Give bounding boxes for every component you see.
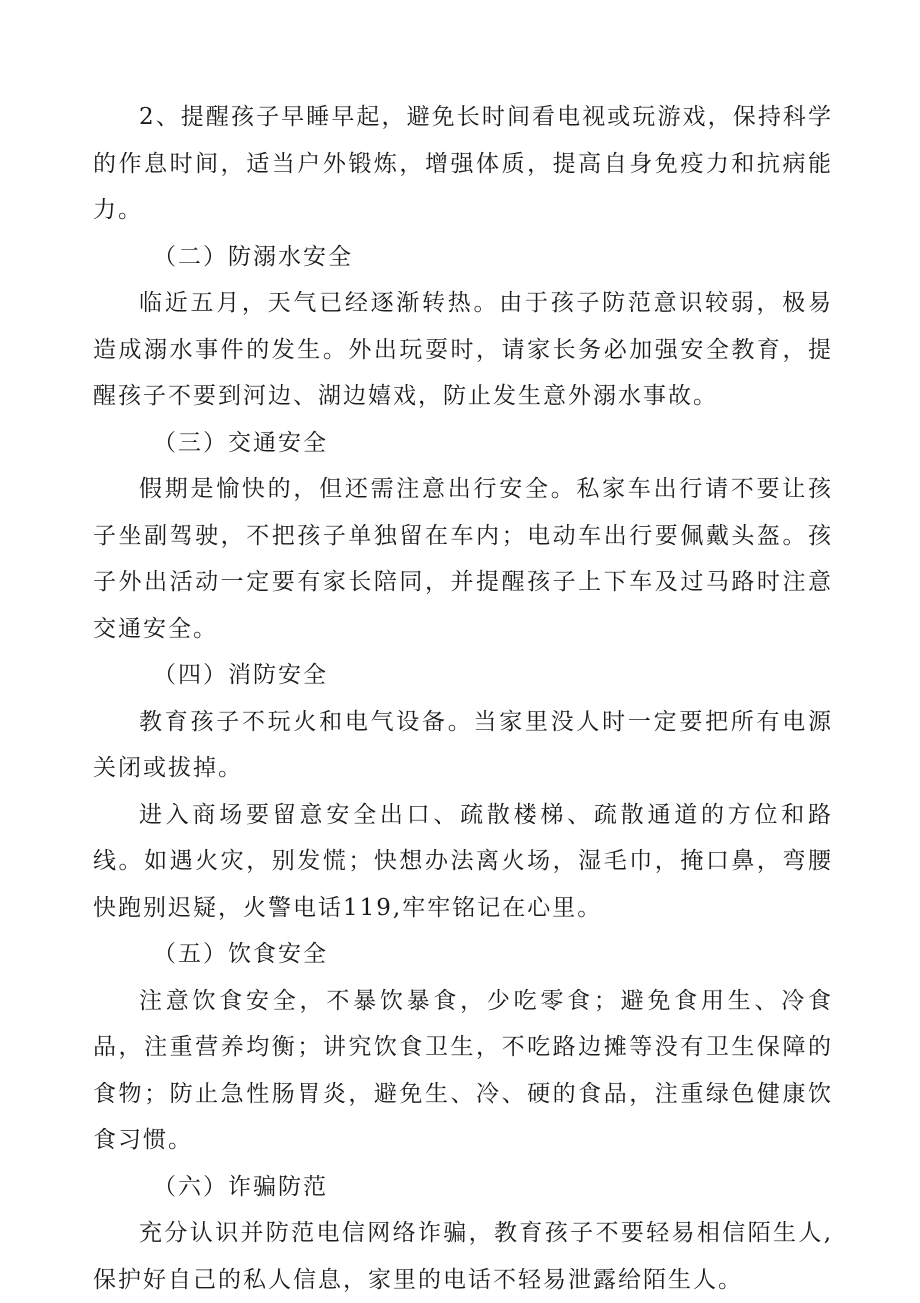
paragraph-fire-safety-1: 教育孩子不玩火和电气设备。当家里没人时一定要把所有电源关闭或拔掉。 <box>93 708 833 781</box>
paragraph-traffic-safety: 假期是愉快的，但还需注意出行安全。私家车出行请不要让孩子坐副驾驶，不把孩子单独留在车内；电动车出行要佩戴头盔。孩子外出活动一定要有家长陪同，并提醒孩子上下车及过马路时注意交通安全。 <box>93 476 833 642</box>
paragraph-sleep-schedule: 2、提醒孩子早睡早起，避免长时间看电视或玩游戏，保持科学的作息时间，适当户外锻炼，增强体质，提高自身免疫力和抗病能力。 <box>93 104 833 223</box>
heading-food-safety: （五）饮食安全 <box>153 941 328 967</box>
heading-drowning-safety: （二）防溺水安全 <box>153 243 353 270</box>
heading-fire-safety: （四）消防安全 <box>153 662 328 688</box>
paragraph-food-safety: 注意饮食安全，不暴饮暴食，少吃零食；避免食用生、冷食品，注重营养均衡；讲究饮食卫生，不吃路边摊等没有卫生保障的食物；防止急性肠胃炎，避免生、冷、硬的食品，注重绿色健康饮食习惯。 <box>93 987 833 1153</box>
heading-fraud-prevention: （六）诈骗防范 <box>153 1173 328 1200</box>
document-body <box>93 94 833 1303</box>
heading-traffic-safety: （三）交通安全 <box>153 429 328 456</box>
paragraph-fire-safety-2: 进入商场要留意安全出口、疏散楼梯、疏散通道的方位和路线。如遇火灾，别发慌；快想办法离火场，湿毛巾，掩口鼻，弯腰快跑别迟疑，火警电话119,牢牢铭记在心里。 <box>93 801 833 921</box>
paragraph-drowning-safety: 临近五月，天气已经逐渐转热。由于孩子防范意识较弱，极易造成溺水事件的发生。外出玩耍时，请家长务必加强安全教育，提醒孩子不要到河边、湖边嬉戏，防止发生意外溺水事故。 <box>93 290 833 409</box>
paragraph-fraud-prevention: 充分认识并防范电信网络诈骗，教育孩子不要轻易相信陌生人,保护好自己的私人信息，家里的电话不轻易泄露给陌生人。 <box>93 1220 833 1293</box>
